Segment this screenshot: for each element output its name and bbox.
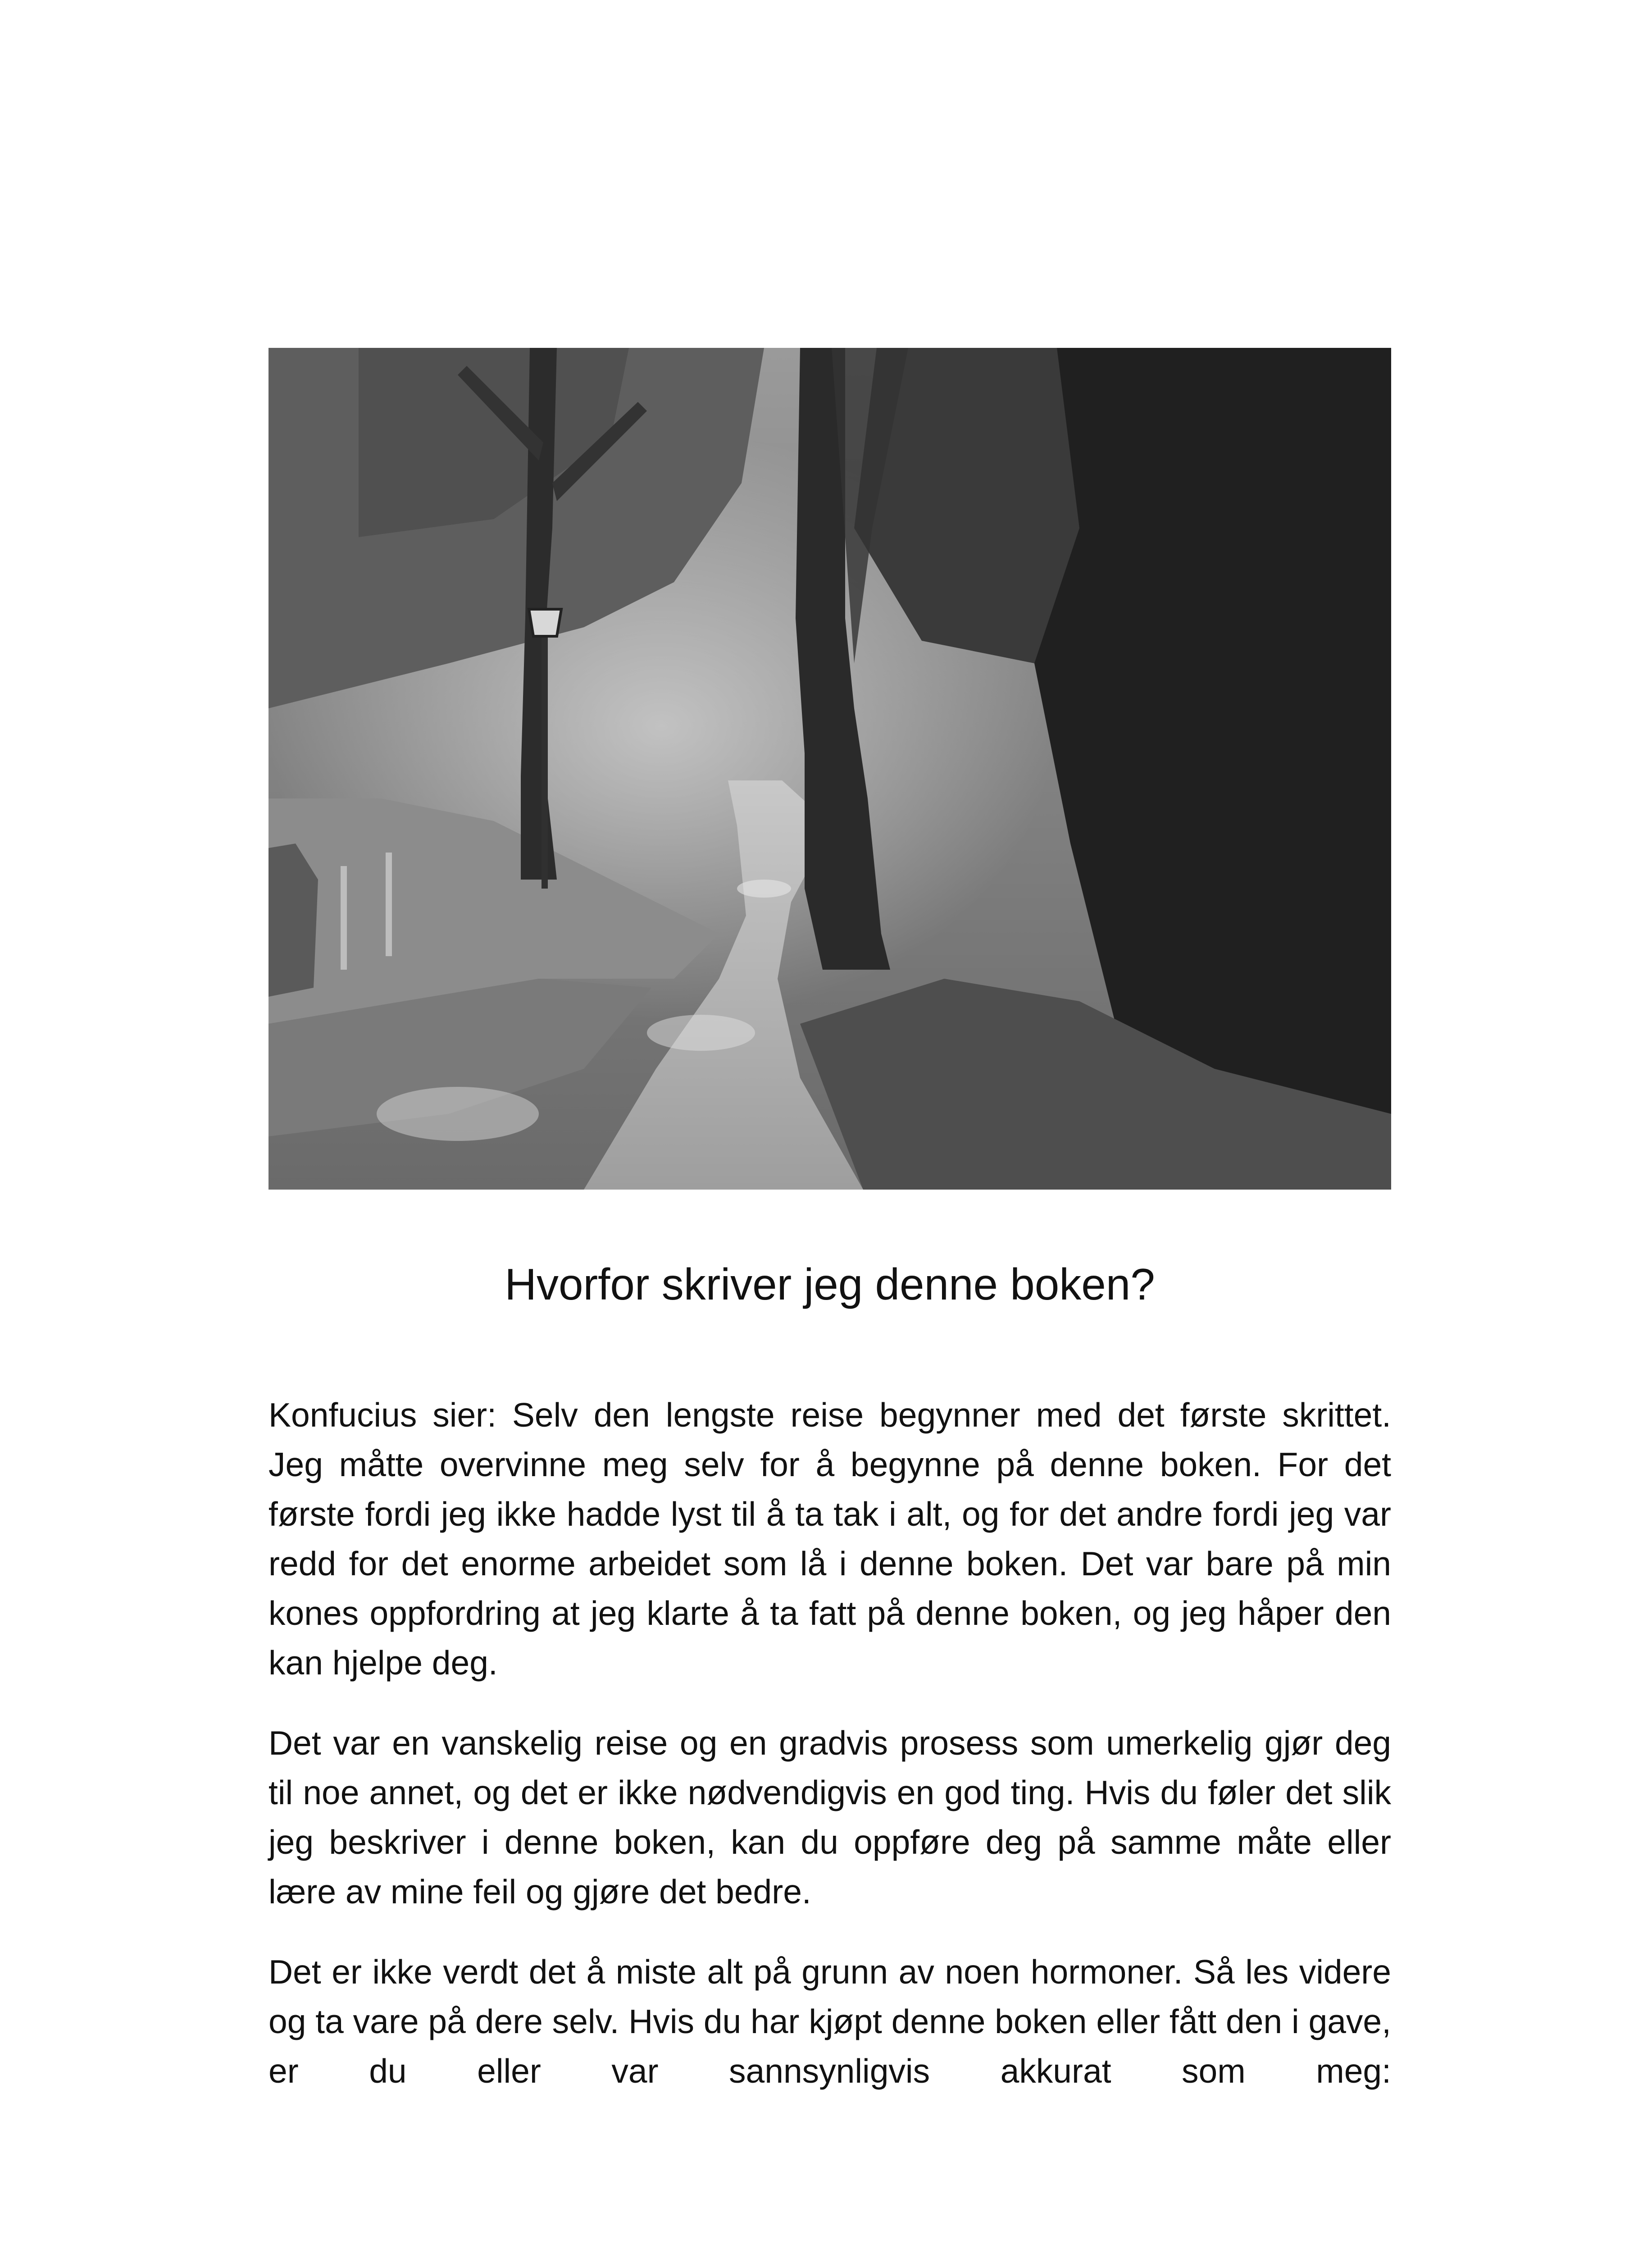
paragraph-3: Det er ikke verdt det å miste alt på grunn av noen hormoner. Så les videre og ta vare på dere selv. Hvis du har kjøpt denne boken eller fått den i gave, er du eller var sannsynligvis akkurat som meg:: [269, 1953, 1391, 2090]
paragraph-2: Det var en vanskelig reise og en gradvis prosess som umerkelig gjør deg til noe annet, og det er ikke nødvendigvis en god ting. Hvis du føler det slik jeg beskriver i denne boken, kan du oppføre deg på samme måte eller lære av mine feil og gjøre det bedre.: [269, 1724, 1391, 1911]
body-text: [269, 1390, 1391, 2126]
forest-path-photo: [269, 348, 1391, 1190]
paragraph-1: Konfucius sier: Selv den lengste reise begynner med det første skrittet. Jeg måtte overvinne meg selv for å begynne på denne boken. For det første fordi jeg ikke hadde lyst til å ta tak i alt, og for det andre fordi jeg var redd for det enorme arbeidet som lå i denne boken. Det var bare på min kones oppfordring at jeg klarte å ta fatt på denne boken, og jeg håper den kan hjelpe deg.: [269, 1396, 1391, 1682]
page-title: Hvorfor skriver jeg denne boken?: [505, 1259, 1155, 1309]
